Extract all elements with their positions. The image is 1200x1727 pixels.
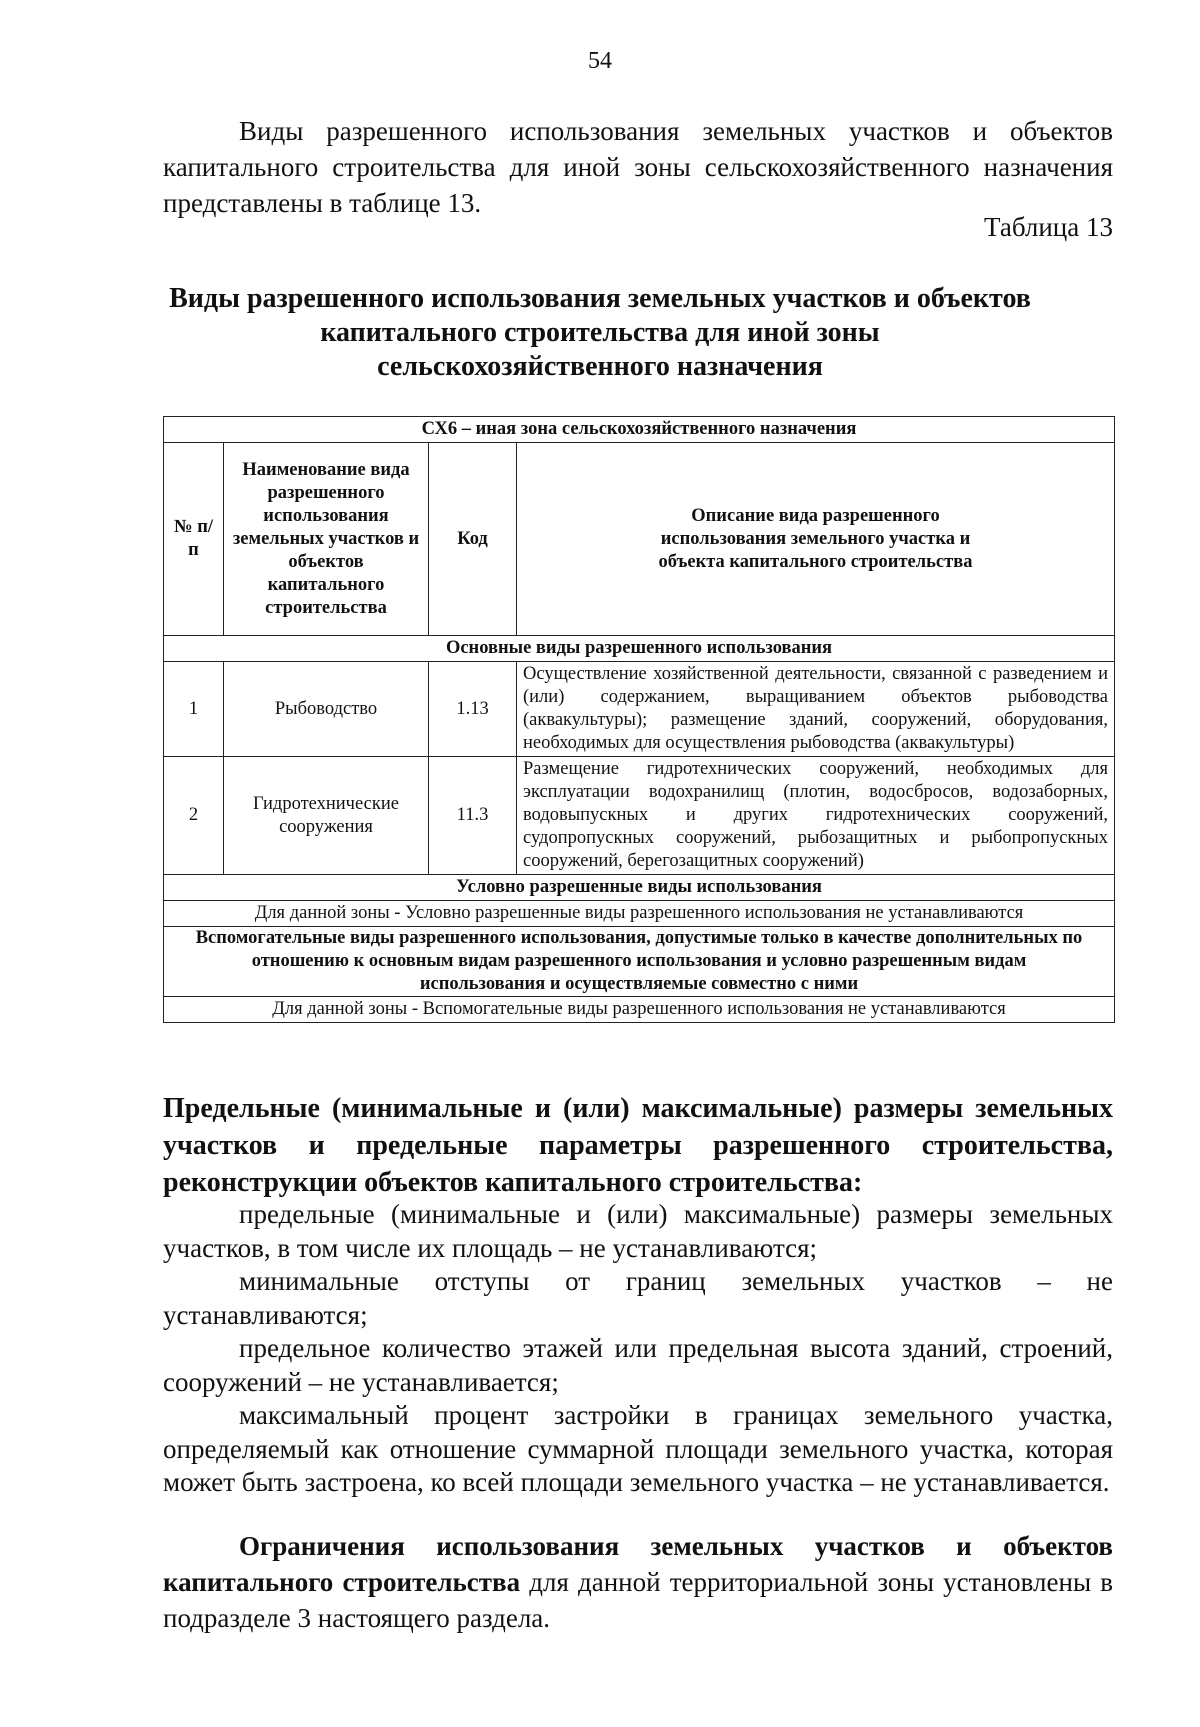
- auxiliary-section-header: Вспомогательные виды разрешенного использования, допустимые только в качестве дополнительных по отношению к основным видам разрешенного использования и условно разрешенным видам использования и осуществляемые совместно с ними: [164, 927, 1115, 997]
- conditional-note-text: Для данной зоны - Условно разрешенные виды разрешенного использования не устанавливаются: [254, 903, 1024, 923]
- section-row: [164, 636, 1115, 662]
- table-label: Таблица 13: [984, 212, 1113, 242]
- table-title: [150, 282, 1050, 384]
- zone-header: СХ6 – иная зона сельскохозяйственного назначения: [164, 417, 1115, 443]
- table-row: [164, 757, 1115, 875]
- limits-item: предельные (минимальные и (или) максимальные) размеры земельных участков, в том числе их площадь – не устанавливаются;: [163, 1199, 1113, 1263]
- row-name: Рыбоводство: [224, 662, 429, 757]
- row-num: 1: [164, 662, 224, 757]
- col-header-description: Описание вида разрешенного использования земельного участка и объекта капитального строительства: [517, 443, 1115, 636]
- restrictions-paragraph: [163, 1528, 1113, 1636]
- row-num: 2: [164, 757, 224, 875]
- col-header-code: Код: [429, 443, 517, 636]
- restrictions-rest-text: для данной территориальной зоны установлены в подразделе 3 настоящего раздела.: [163, 1567, 1113, 1633]
- zone-header-row: [164, 417, 1115, 443]
- col-header-name: Наименование вида разрешенного использования земельных участков и объектов капитального строительства: [224, 443, 429, 636]
- conditional-section-header: Условно разрешенные виды использования: [164, 875, 1115, 901]
- table-row: [164, 662, 1115, 757]
- auxiliary-note: Для данной зоны - Вспомогательные виды разрешенного использования не устанавливаются: [164, 997, 1115, 1023]
- section-row: [164, 875, 1115, 901]
- table-title-line: капитального строительства для иной зоны: [320, 317, 880, 348]
- note-row: [164, 901, 1115, 927]
- permitted-uses-table: [163, 416, 1115, 1023]
- table-title-line: сельскохозяйственного назначения: [377, 351, 823, 382]
- page-number: 54: [588, 48, 612, 74]
- row-code: 1.13: [429, 662, 517, 757]
- note-row: [164, 997, 1115, 1023]
- limits-item: предельное количество этажей или предельная высота зданий, строений, сооружений – не устанавливается;: [163, 1333, 1113, 1397]
- limits-item: минимальные отступы от границ земельных участков – не устанавливаются;: [163, 1266, 1113, 1330]
- intro-paragraph: Виды разрешенного использования земельных участков и объектов капитального строительства для иной зоны сельскохозяйственного назначения представлены в таблице 13.: [163, 116, 1113, 218]
- limits-heading: [163, 1090, 1113, 1201]
- limits-list: [163, 1198, 1113, 1500]
- col-header-num: № п/п: [164, 443, 224, 636]
- conditional-note: [164, 901, 1115, 927]
- restrictions-bold-text: Ограничения использования земельных участков и объектов капитального строительства: [163, 1531, 1113, 1597]
- section-row: [164, 927, 1115, 997]
- main-section-header: Основные виды разрешенного использования: [164, 636, 1115, 662]
- column-header-row: [164, 443, 1115, 636]
- row-description: Осуществление хозяйственной деятельности, связанной с разведением и (или) содержанием, выращиванием объектов рыбоводства (аквакультуры); размещение зданий, сооружений, оборудования, необходимых для осуществления рыбоводства (аквакультуры): [517, 662, 1115, 757]
- table-title-line: Виды разрешенного использования земельных участков и объектов: [169, 283, 1031, 314]
- limits-item: максимальный процент застройки в границах земельного участка, определяемый как отношение суммарной площади земельного участка, которая может быть застроена, ко всей площади земельного участка – не устанавливается.: [163, 1400, 1113, 1497]
- row-name: Гидротехнические сооружения: [224, 757, 429, 875]
- row-description: Размещение гидротехнических сооружений, необходимых для эксплуатации водохранилищ (плотин, водосбросов, водозаборных, водовыпускных и других гидротехнических сооружений, судопропускных сооружений, рыбозащитных и рыбопропускных сооружений, берегозащитных сооружений): [517, 757, 1115, 875]
- row-code: 11.3: [429, 757, 517, 875]
- limits-heading-text: Предельные (минимальные и (или) максимальные) размеры земельных участков и предельные параметры разрешенного строительства, реконструкции объектов капитального строительства:: [163, 1093, 1113, 1198]
